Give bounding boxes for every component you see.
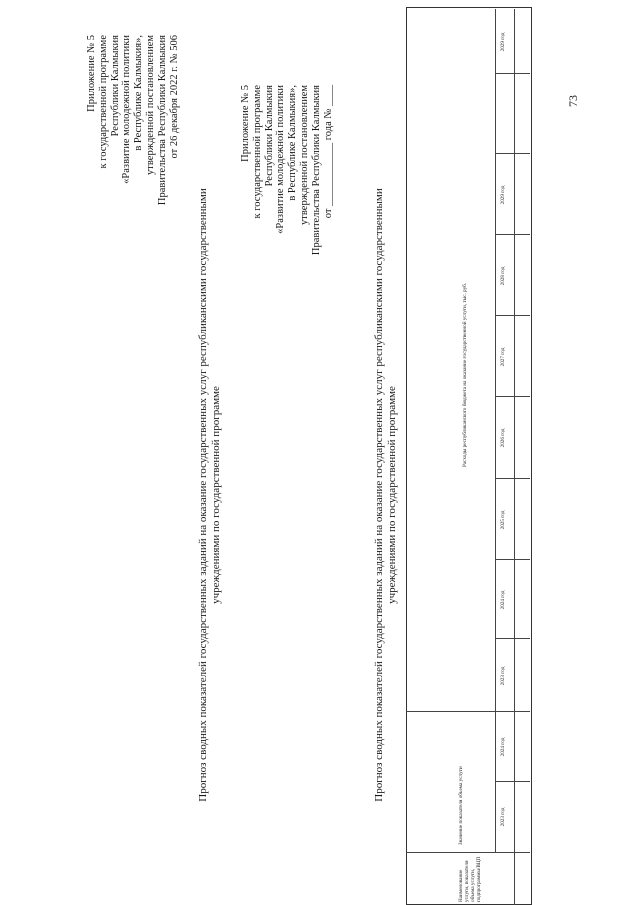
- expense-year: 2025 год: [500, 510, 506, 530]
- title-old: [197, 145, 223, 845]
- appendix-old-line: утвержденной постановлением: [144, 35, 156, 175]
- appendix-old-line: «Развитие молодежной политики: [121, 35, 133, 184]
- appendix-old-line: в Республике Калмыкия»,: [133, 35, 145, 151]
- page-number: 73: [566, 95, 580, 107]
- appendix-new-line: к государственной программе: [251, 85, 263, 219]
- expense-year: 2029 год: [500, 32, 506, 52]
- col-name-header-line: подпрограммы/ВЦП: [476, 856, 482, 902]
- expense-year: 2024 год: [500, 590, 506, 610]
- table-hline: [495, 9, 496, 853]
- volume-year: 2023 год: [500, 807, 506, 827]
- expense-year: 2027 год: [500, 347, 506, 367]
- appendix-new-line: в Республике Калмыкия»,: [287, 85, 299, 201]
- table-vline: [495, 234, 530, 235]
- appendix-old-line: Приложение № 5: [86, 35, 97, 112]
- volume-year: 2024 год: [500, 737, 506, 757]
- appendix-old-line: Правительства Республики Калмыкия: [156, 35, 168, 206]
- col-name-header-line: объема услуги,: [470, 868, 476, 902]
- table-vline: [495, 73, 530, 74]
- appendix-new: [240, 85, 334, 315]
- title-new-line1: Прогноз сводных показателей государственных заданий на оказание государственных услуг республиканскими государственными: [373, 188, 385, 802]
- expense-header: Расходы республиканского бюджета на оказание государственной услуги, тыс. руб.: [462, 282, 468, 468]
- col-name-header-line: Наименование: [458, 869, 464, 902]
- table-vline: [495, 153, 530, 154]
- title-new: [373, 145, 399, 845]
- table-vline: [495, 638, 530, 639]
- table-vline: [495, 478, 530, 479]
- appendix-old: [86, 35, 180, 265]
- table-vline: [495, 559, 530, 560]
- volume-header: Значение показателя объема услуги: [458, 766, 464, 845]
- table-vline: [495, 396, 530, 397]
- appendix-old-line: Республики Калмыкия: [109, 35, 121, 137]
- table-vline: [495, 315, 530, 316]
- appendix-new-line: от ____________ года № ____: [322, 85, 334, 219]
- title-old-line2: учреждениями по государственной программе: [210, 386, 222, 604]
- expense-year: 2029 год: [500, 185, 506, 205]
- appendix-old-line: к государственной программе: [97, 35, 109, 169]
- table-vline: [406, 711, 530, 712]
- appendix-new-line: «Развитие молодежной политики: [275, 85, 287, 234]
- title-new-line2: учреждениями по государственной программе: [386, 386, 398, 604]
- expense-year: 2023 год: [500, 666, 506, 686]
- col-name-header-line: услуги, показателя: [464, 860, 470, 902]
- appendix-new-line: Республики Калмыкия: [263, 85, 275, 187]
- table-vline: [406, 852, 530, 853]
- expense-year: 2028 год: [500, 266, 506, 286]
- table-hline: [514, 9, 515, 905]
- title-old-line1: Прогноз сводных показателей государственных заданий на оказание государственных услуг республиканскими государственными: [197, 188, 209, 802]
- appendix-new-line: утвержденной постановлением: [298, 85, 310, 225]
- appendix-old-line: от 26 декабря 2022 г. № 506: [168, 35, 180, 159]
- expense-year: 2026 год: [500, 428, 506, 448]
- col-name-header: [458, 854, 482, 902]
- appendix-new-line: Приложение № 5: [240, 85, 251, 162]
- appendix-new-line: Правительства Республики Калмыкия: [310, 85, 322, 256]
- table-vline: [495, 781, 530, 782]
